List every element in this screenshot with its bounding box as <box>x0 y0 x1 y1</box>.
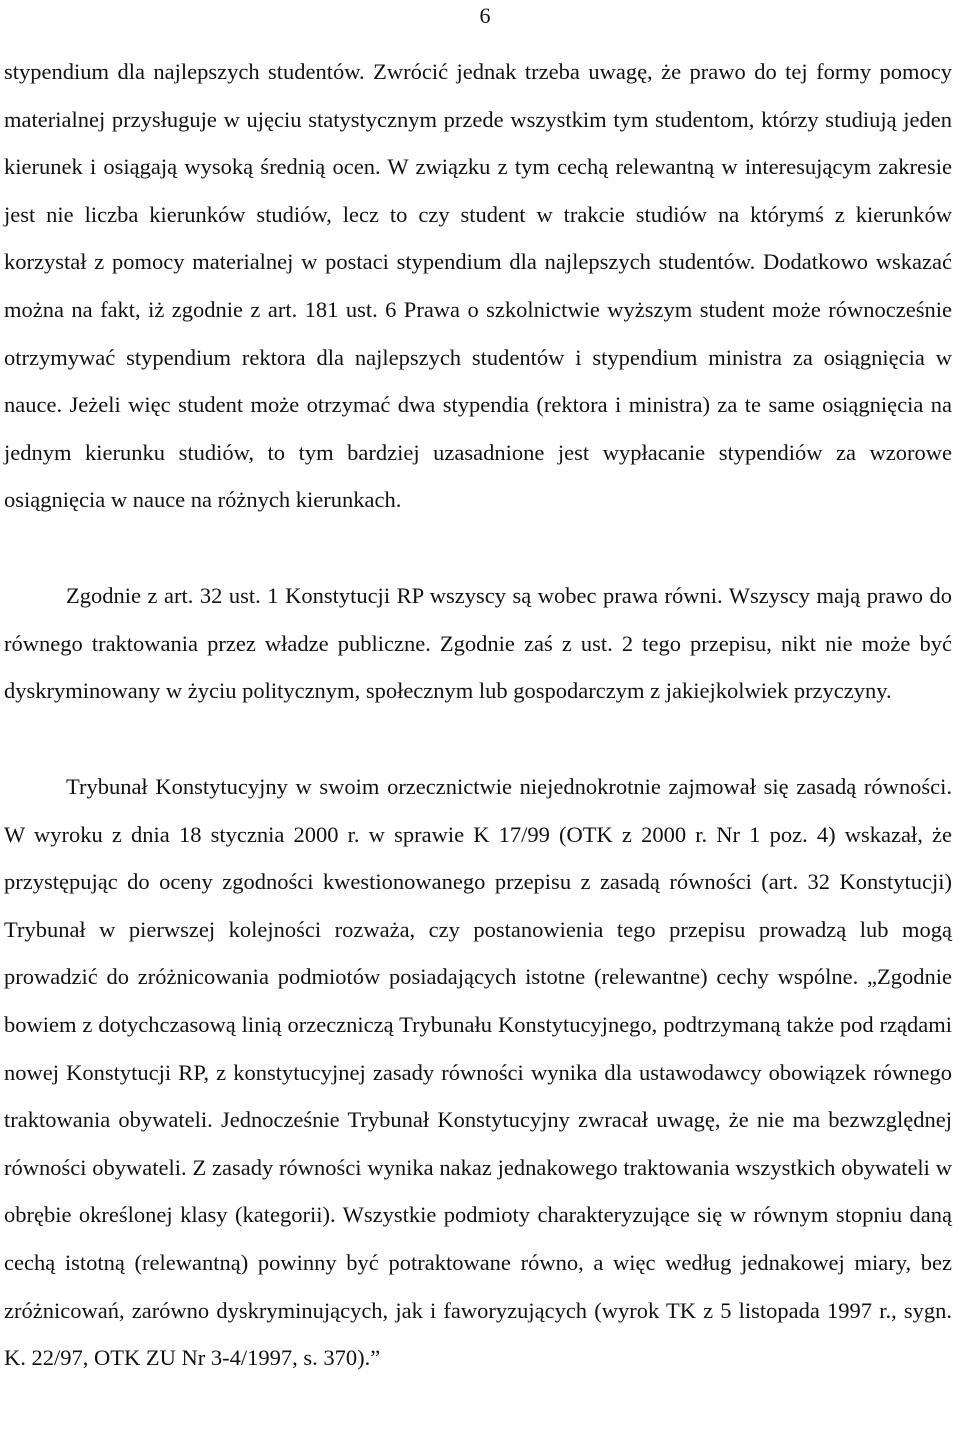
paragraph-konstytucja-art-32: Zgodnie z art. 32 ust. 1 Konstytucji RP wszyscy są wobec prawa równi. Wszyscy mają prawo do równego traktowania przez władze publiczne. Zgodnie zaś z ust. 2 tego przepisu, nikt nie może być dyskryminowany w życiu politycznym, społecznym lub gospodarczym z jakiejkolwiek przyczyny. <box>4 583 952 704</box>
paragraph-stypendium: stypendium dla najlepszych studentów. Zwrócić jednak trzeba uwagę, że prawo do tej formy pomocy materialnej przysługuje w ujęciu statystycznym przede wszystkim tym studentom, którzy studiują jeden kierunek i osiągają wysoką średnią ocen. W związku z tym cechą relewantną w interesującym zakresie jest nie liczba kierunków studiów, lecz to czy student w trakcie studiów na którymś z kierunków korzystał z pomocy materialnej w postaci stypendium dla najlepszych studentów. Dodatkowo wskazać można na fakt, iż zgodnie z art. 181 ust. 6 Prawa o szkolnictwie wyższym student może równocześnie otrzymywać stypendium rektora dla najlepszych studentów i stypendium ministra za osiągnięcia w nauce. Jeżeli więc student może otrzymać dwa stypendia (rektora i ministra) za te same osiągnięcia na jednym kierunku studiów, to tym bardziej uzasadnione jest wypłacanie stypendiów za wzorowe osiągnięcia w nauce na różnych kierunkach. <box>4 59 952 513</box>
paragraph-trybunal-konstytucyjny: Trybunał Konstytucyjny w swoim orzecznictwie niejednokrotnie zajmował się zasadą równości. W wyroku z dnia 18 stycznia 2000 r. w sprawie K 17/99 (OTK z 2000 r. Nr 1 poz. 4) wskazał, że przystępując do oceny zgodności kwestionowanego przepisu z zasadą równości (art. 32 Konstytucji) Trybunał w pierwszej kolejności rozważa, czy postanowienia tego przepisu prowadzą lub mogą prowadzić do zróżnicowania podmiotów posiadających istotne (relewantne) cechy wspólne. „Zgodnie bowiem z dotychczasową linią orzeczniczą Trybunału Konstytucyjnego, podtrzymaną także pod rządami nowej Konstytucji RP, z konstytucyjnej zasady równości wynika dla ustawodawcy obowiązek równego traktowania obywateli. Jednocześnie Trybunał Konstytucyjny zwracał uwagę, że nie ma bezwzględnej równości obywateli. Z zasady równości wynika nakaz jednakowego traktowania wszystkich obywateli w obrębie określonej klasy (kategorii). Wszystkie podmioty charakteryzujące się w równym stopniu daną cechą istotną (relewantną) powinny być potraktowane równo, a więc według jednakowej miary, bez zróżnicowań, zarówno dyskryminujących, jak i faworyzujących (wyrok TK z 5 listopada 1997 r., sygn. K. 22/97, OTK ZU Nr 3-4/1997, s. 370).” <box>4 774 952 1371</box>
page-number: 6 <box>479 3 491 28</box>
